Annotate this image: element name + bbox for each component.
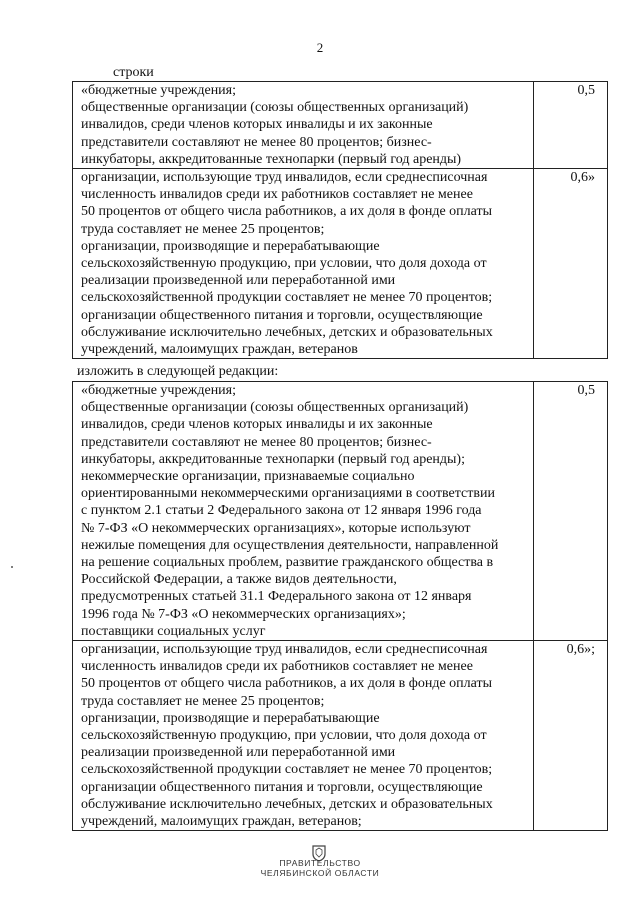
table-row bbox=[73, 169, 608, 359]
text-line: численность инвалидов среди их работников составляет не менее bbox=[81, 187, 473, 203]
stamp-line-2: ЧЕЛЯБИНСКОЙ ОБЛАСТИ bbox=[260, 868, 380, 878]
text-line: обслуживание исключительно лечебных, детских и образовательных bbox=[81, 796, 493, 812]
text-line: представители составляют не менее 80 процентов; бизнес- bbox=[81, 134, 432, 150]
row-text bbox=[73, 641, 534, 831]
text-line: реализации произведенной или переработанной ими bbox=[81, 745, 396, 761]
text-line: сельскохозяйственной продукции составляет не менее 70 процентов; bbox=[81, 290, 493, 306]
text-line: инкубаторы, аккредитованные технопарки (первый год аренды) bbox=[81, 151, 462, 167]
row-text bbox=[73, 169, 534, 359]
text-line: «бюджетные учреждения; bbox=[81, 383, 237, 398]
row-text bbox=[73, 382, 534, 641]
text-line: сельскохозяйственную продукцию, при условии, что доля дохода от bbox=[81, 256, 487, 272]
text-line: 50 процентов от общего числа работников, а их доля в фонде оплаты bbox=[81, 676, 493, 692]
text-line: организации общественного питания и торговли, осуществляющие bbox=[81, 307, 483, 323]
text-line: сельскохозяйственную продукцию, при условии, что доля дохода от bbox=[81, 728, 487, 744]
text-line: общественные организации (союзы общественных организаций) bbox=[81, 100, 469, 116]
text-line: организации общественного питания и торговли, осуществляющие bbox=[81, 779, 483, 795]
text-line: № 7-ФЗ «О некоммерческих организациях», которые используют bbox=[81, 520, 471, 536]
text-line: «бюджетные учреждения; bbox=[81, 83, 237, 98]
row-value: 0,6»; bbox=[534, 641, 608, 831]
stamp-line-1: ПРАВИТЕЛЬСТВО bbox=[279, 858, 361, 868]
row-value: 0,5 bbox=[534, 82, 608, 169]
table-row bbox=[73, 382, 608, 641]
text-line: организации, производящие и перерабатывающие bbox=[81, 710, 380, 726]
table-row bbox=[73, 641, 608, 831]
text-line: сельскохозяйственной продукции составляет не менее 70 процентов; bbox=[81, 762, 493, 778]
text-line: предусмотренных статьей 31.1 Федерального закона от 12 января bbox=[81, 589, 472, 605]
table-old bbox=[72, 81, 608, 359]
row-value: 0,6» bbox=[534, 169, 608, 359]
text-line: численность инвалидов среди их работников составляет не менее bbox=[81, 659, 473, 675]
text-line: труда составляет не менее 25 процентов; bbox=[81, 221, 325, 237]
row-value: 0,5 bbox=[534, 382, 608, 641]
text-line: организации, производящие и перерабатывающие bbox=[81, 238, 380, 254]
text-line: представители составляют не менее 80 процентов; бизнес- bbox=[81, 434, 432, 450]
text-line: некоммерческие организации, признаваемые социально bbox=[81, 469, 415, 485]
text-line: труда составляет не менее 25 процентов; bbox=[81, 693, 325, 709]
text-line: реализации произведенной или переработанной ими bbox=[81, 273, 396, 289]
text-line: с пунктом 2.1 статьи 2 Федерального закона от 12 января 1996 года bbox=[81, 503, 482, 519]
text-line: инвалидов, среди членов которых инвалиды и их законные bbox=[81, 417, 433, 433]
text-line: Российской Федерации, а также видов деятельности, bbox=[81, 572, 397, 588]
label-edit: изложить в следующей редакции: bbox=[77, 364, 279, 379]
text-line: ориентированными некоммерческими организациями в соответствии bbox=[81, 486, 495, 502]
text-line: обслуживание исключительно лечебных, детских и образовательных bbox=[81, 324, 493, 340]
text-line: организации, использующие труд инвалидов, если среднесписочная bbox=[81, 642, 488, 658]
row-text bbox=[73, 82, 534, 169]
text-line: учреждений, малоимущих граждан, ветеранов bbox=[81, 342, 358, 358]
table-row bbox=[73, 82, 608, 169]
text-line: инвалидов, среди членов которых инвалиды и их законные bbox=[81, 117, 433, 133]
text-line: организации, использующие труд инвалидов, если среднесписочная bbox=[81, 170, 488, 186]
page-number: 2 bbox=[316, 40, 324, 55]
text-line: инкубаторы, аккредитованные технопарки (первый год аренды); bbox=[81, 451, 465, 467]
text-line: 50 процентов от общего числа работников, а их доля в фонде оплаты bbox=[81, 204, 493, 220]
text-line: на решение социальных проблем, развитие гражданского общества в bbox=[81, 555, 494, 571]
text-line: 1996 года № 7-ФЗ «О некоммерческих организациях»; bbox=[81, 606, 406, 622]
text-line: общественные организации (союзы общественных организаций) bbox=[81, 400, 469, 416]
label-rows: строки bbox=[113, 65, 154, 80]
table-new bbox=[72, 381, 608, 831]
text-line: нежилые помещения для осуществления деятельности, направленной bbox=[81, 537, 499, 553]
text-line: учреждений, малоимущих граждан, ветеранов; bbox=[81, 814, 362, 830]
text-line: поставщики социальных услуг bbox=[81, 623, 266, 639]
margin-mark bbox=[11, 566, 13, 568]
